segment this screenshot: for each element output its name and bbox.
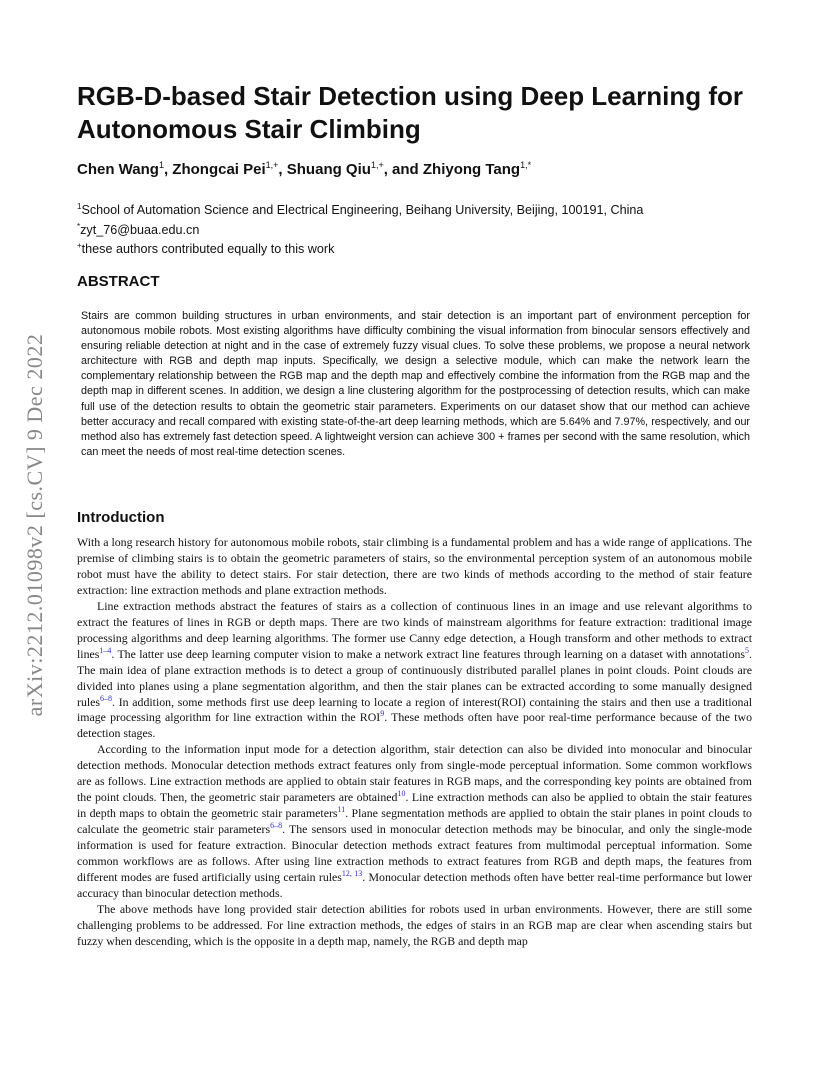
author-separator: , and: [383, 161, 423, 178]
introduction-body: [77, 535, 752, 950]
citation-link[interactable]: 6–8: [270, 821, 283, 831]
author-affiliation-mark: 1,+: [370, 160, 384, 170]
citation-link[interactable]: 10: [397, 789, 406, 799]
affiliation-line: [77, 199, 767, 219]
author-list: [77, 160, 757, 178]
body-paragraph: [77, 742, 752, 902]
author-name: Chen Wang: [77, 161, 159, 178]
citation-link[interactable]: 9: [380, 709, 385, 719]
author-affiliation-mark: 1,*: [520, 160, 532, 170]
abstract-text: Stairs are common building structures in urban environments, and stair detection is an important part of environment perception for autonomous mobile robots. Most existing algorithms have difficulty combining the visual information from binocular sensors effectively and ensuring reliable detection at night and in the case of extremely fuzzy visual clues. To solve these problems, we propose a neural network architecture with RGB and depth map inputs. Specifically, we design a selective module, which can make the network learn the complementary relationship between the RGB map and the depth map and effectively combine the information from the RGB map and the depth map in different scenes. In addition, we design a line clustering algorithm for the postprocessing of detection results, which can make full use of the detection results to obtain the geometric stair parameters. Experiments on our dataset show that our method can achieve better accuracy and recall compared with existing state-of-the-art deep learning methods, which are 5.64% and 7.97%, respectively, and our method also has extremely fast detection speed. A lightweight version can achieve 300 + frames per second with the same resolution, which can meet the needs of most real-time detection scenes.: [81, 310, 750, 458]
paragraph-text: According to the information input mode for a detection algorithm, stair detection can also be divided into monocular and binocular detection methods. Monocular detection methods extract features only from single-mode perceptual information. Some common workflows are as follows. Line extraction methods are applied to obtain stair features in RGB maps, and the corresponding key points are obtained from the point clouds. Then, the geometric stair parameters are obtained: [77, 742, 752, 805]
affiliation-line: [77, 238, 767, 258]
affiliation-mark: +: [77, 241, 82, 251]
affiliation-mark: *: [77, 221, 81, 231]
affiliation-text: School of Automation Science and Electrical Engineering, Beihang University, Beijing, 100191, China: [81, 203, 644, 218]
author-affiliation-mark: 1,+: [265, 160, 279, 170]
citation-link[interactable]: 12, 13: [341, 869, 363, 879]
introduction-heading: Introduction: [77, 509, 165, 526]
citation-link[interactable]: 11: [337, 805, 346, 815]
author-name: Zhiyong Tang: [422, 161, 521, 178]
author-separator: ,: [278, 161, 287, 178]
paragraph-text: Line extraction methods abstract the features of stairs as a collection of continuous lines in an image and use relevant algorithms to extract the features of lines in RGB or depth maps. There are two kinds of mainstream algorithms for feature extraction: traditional image processing algorithms and deep learning algorithms. The former use Canny edge detection, a Hough transform and other methods to extract lines: [77, 598, 752, 661]
paragraph-text: . These methods often have poor real-time performance because of the two detection stages.: [77, 710, 752, 741]
arxiv-identifier[interactable]: arXiv:2212.01098v2 [cs.CV] 9 Dec 2022: [22, 333, 47, 717]
author-affiliation-mark: 1: [158, 160, 164, 170]
paragraph-text: . The main idea of plane extraction methods is to detect a group of continuously distributed parallel planes in point clouds. Point clouds are divided into planes using a plane segmentation algorithm, and then the stair planes can be extracted according to some manually designed rules: [77, 646, 752, 709]
affiliation-text[interactable]: zyt_76@buaa.edu.cn: [80, 222, 200, 237]
affiliation-mark: 1: [77, 202, 82, 211]
paragraph-text: . The sensors used in monocular detection methods may be binocular, and only the single-mode information is used for feature extraction. Binocular detection methods extract features from multimodal perceptual information. Some common workflows are as follows. After using line extraction methods to extract features from RGB and depth maps, the features from different modes are fused artificially using certain rules: [77, 822, 752, 885]
paragraph-text: The above methods have long provided stair detection abilities for robots used in urban environments. However, there are still some challenging problems to be addressed. For line extraction methods, the edges of stairs in an RGB map are clear when ascending stairs but fuzzy when descending, which is the opposite in a depth map, namely, the RGB and depth map: [77, 901, 752, 948]
paper-title: RGB-D-based Stair Detection using Deep Learning for Autonomous Stair Climbing: [77, 81, 743, 144]
body-paragraph: [77, 902, 752, 950]
author-separator: ,: [163, 161, 173, 178]
paragraph-text: With a long research history for autonomous mobile robots, stair climbing is a fundamental problem and has a wide range of applications. The premise of climbing stairs is to obtain the geometric parameters of stairs, so the environmental perception system of an autonomous mobile robot must have the ability to detect stairs. For stair detection, there are two kinds of methods according to the method of stair feature extraction: line extraction methods and plane extraction methods.: [77, 535, 752, 597]
author-name: Shuang Qiu: [286, 161, 371, 178]
paragraph-text: . Monocular detection methods often have better real-time performance but lower accuracy than binocular detection methods.: [77, 870, 753, 900]
affiliation-text: these authors contributed equally to this work: [81, 242, 335, 257]
body-paragraph: [77, 599, 752, 743]
body-paragraph: [77, 535, 752, 599]
abstract-heading: ABSTRACT: [77, 273, 160, 290]
paragraph-text: . Line extraction methods can also be applied to obtain the stair features in depth maps to obtain the geometric stair parameters: [77, 790, 752, 821]
author-name: Zhongcai Pei: [172, 161, 266, 178]
citation-link[interactable]: 1–4: [99, 645, 112, 655]
paragraph-text: . In addition, some methods first use deep learning to locate a region of interest(ROI) containing the stairs and then use a traditional image processing algorithm for line extraction within the ROI: [77, 694, 752, 725]
affiliations: [77, 199, 767, 258]
paragraph-text: . Plane segmentation methods are applied to obtain the stair planes in point clouds to calculate the geometric stair parameters: [77, 806, 752, 837]
citation-link[interactable]: 6–8: [100, 693, 113, 703]
affiliation-line: [77, 219, 767, 239]
paragraph-text: . The latter use deep learning computer vision to make a network extract line features through learning on a dataset with annotations: [111, 646, 746, 661]
citation-link[interactable]: 5: [745, 645, 750, 655]
